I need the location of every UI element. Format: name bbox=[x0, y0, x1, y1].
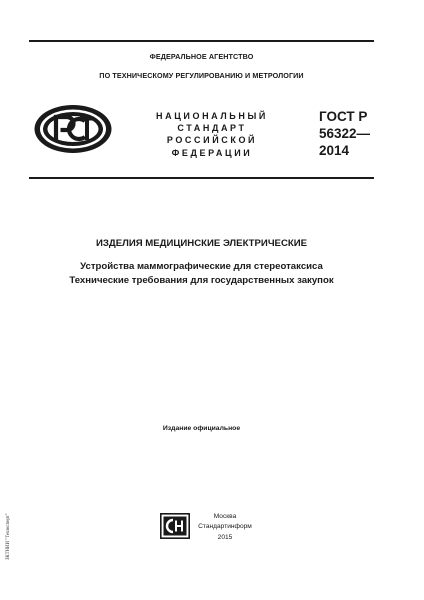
gost-line-1: ГОСТ Р bbox=[319, 109, 368, 124]
national-standard-line-3: РОССИЙСКОЙ bbox=[166, 135, 258, 146]
national-standard-line-4: ФЕДЕРАЦИИ bbox=[171, 147, 253, 158]
national-standard-line-1: НАЦИОНАЛЬНЫЙ bbox=[156, 111, 268, 121]
agency-line-1: ФЕДЕРАЛЬНОЕ АГЕНТСТВО bbox=[149, 52, 254, 61]
edition-label: Издание официальное bbox=[162, 425, 241, 432]
document-subtitle-2: Технические требования для государственных закупок bbox=[69, 275, 334, 286]
gost-designation bbox=[319, 108, 370, 159]
publisher-name: Стандартинформ bbox=[198, 523, 252, 531]
publication-year: 2015 bbox=[217, 533, 233, 541]
document-subtitle-1: Устройства маммографические для стереотаксиса bbox=[80, 261, 323, 272]
gost-line-2: 56322— bbox=[319, 126, 371, 141]
side-watermark-note: ЗКТНИИ "Техэксперт" bbox=[6, 513, 11, 560]
gost-line-3: 2014 bbox=[319, 143, 350, 158]
rst-conformity-mark-icon bbox=[33, 104, 113, 154]
document-title: ИЗДЕЛИЯ МЕДИЦИНСКИЕ ЭЛЕКТРИЧЕСКИЕ bbox=[95, 238, 308, 249]
standartinform-logo-icon bbox=[160, 513, 190, 539]
national-standard-label bbox=[150, 110, 274, 159]
publisher-city: Москва bbox=[213, 513, 237, 520]
top-rule bbox=[29, 40, 374, 42]
bottom-rule bbox=[29, 177, 374, 179]
national-standard-line-2: СТАНДАРТ bbox=[177, 123, 247, 134]
agency-line-2: ПО ТЕХНИЧЕСКОМУ РЕГУЛИРОВАНИЮ И МЕТРОЛОГИИ bbox=[99, 71, 304, 80]
publisher-block bbox=[192, 512, 258, 543]
